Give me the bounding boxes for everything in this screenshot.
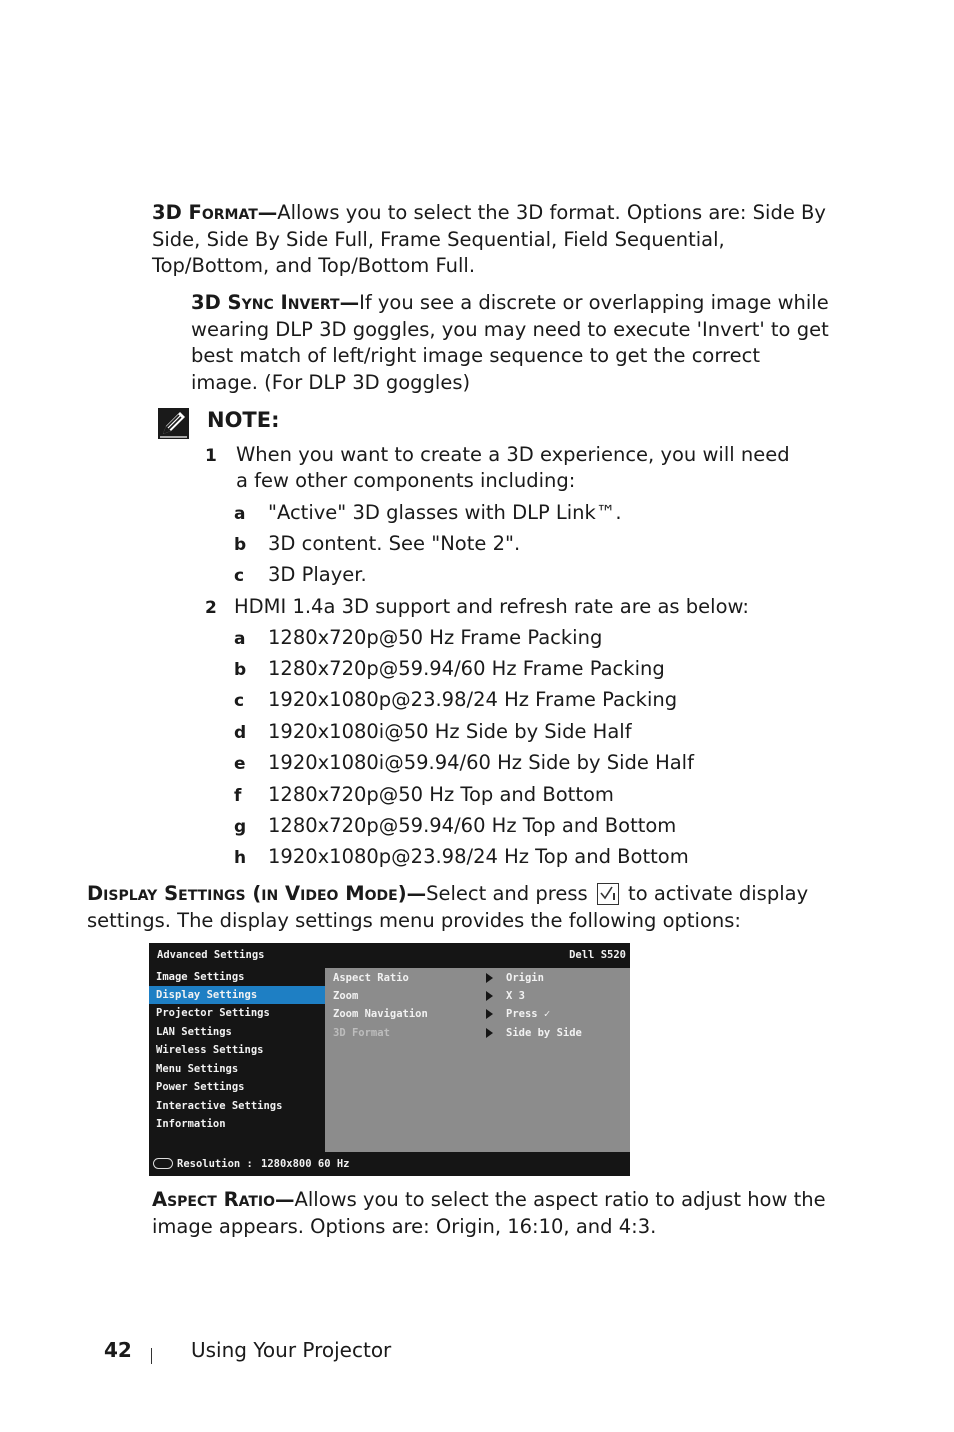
format3d-paragraph <box>152 200 832 280</box>
list-item <box>234 531 794 559</box>
list-text: 1280x720p@59.94/60 Hz Frame Packing <box>268 657 665 680</box>
list-marker: h <box>234 848 247 868</box>
list-marker: d <box>234 723 247 743</box>
page-number: 42 <box>104 1338 132 1362</box>
note-label: NOTE: <box>207 408 280 432</box>
aspect-ratio-heading: Aspect Ratio— <box>152 1188 295 1211</box>
list-item <box>234 844 794 872</box>
list-text: 1920x1080p@23.98/24 Hz Frame Packing <box>268 688 678 711</box>
display-settings-heading: Display Settings (in Video Mode)— <box>87 882 427 905</box>
sync-invert-text: If you see a discrete or overlapping image while wearing DLP 3D goggles, you may need to execute 'Invert' to get best match of left/right image sequence to get the correct image. (For DLP 3D goggles) <box>191 291 829 394</box>
osd-status-bar <box>149 1152 630 1176</box>
osd-title: Advanced Settings <box>157 949 265 961</box>
osd-menu-item-display-settings[interactable]: Display Settings <box>149 986 325 1004</box>
enter-checkmark-icon <box>597 883 619 905</box>
list-text: 1280x720p@59.94/60 Hz Top and Bottom <box>268 814 677 837</box>
list-marker: a <box>234 629 246 649</box>
list-marker: e <box>234 754 246 774</box>
display-settings-paragraph <box>87 881 847 934</box>
osd-model: Dell S520 <box>569 949 626 961</box>
list-item <box>234 562 794 590</box>
osd-resolution-value: 1280x800 60 Hz <box>261 1158 350 1170</box>
osd-menu-list <box>149 968 325 1153</box>
list-item <box>234 500 794 528</box>
list-marker: b <box>234 535 247 555</box>
list-item <box>234 625 794 653</box>
format3d-text: Allows you to select the 3D format. Options are: Side By Side, Side By Side Full, Frame Sequential, Field Sequential, Top/Bottom, and Top/Bottom Full. <box>152 201 826 277</box>
osd-row-label: 3D Format <box>333 1027 390 1039</box>
osd-menu-item-lan-settings[interactable]: LAN Settings <box>156 1026 232 1038</box>
list-item <box>234 782 794 810</box>
osd-menu-item-information[interactable]: Information <box>156 1118 226 1130</box>
osd-menu-screenshot <box>149 943 630 1176</box>
aspect-ratio-text: Allows you to select the aspect ratio to adjust how the image appears. Options are: Origin, 16:10, and 4:3. <box>152 1188 826 1238</box>
osd-row-zoom[interactable] <box>325 987 630 1005</box>
list-marker: 2 <box>205 598 217 618</box>
list-text: 1920x1080i@50 Hz Side by Side Half <box>268 720 632 743</box>
list-text: 1920x1080i@59.94/60 Hz Side by Side Half <box>268 751 694 774</box>
pencil-note-icon <box>158 408 189 439</box>
list-text: 1280x720p@50 Hz Frame Packing <box>268 626 603 649</box>
enter-button-icon <box>153 1158 173 1169</box>
osd-resolution-label: Resolution : <box>177 1158 253 1170</box>
osd-row-3d-format[interactable] <box>325 1024 630 1042</box>
list-marker: 1 <box>205 446 217 466</box>
osd-row-value: Origin <box>506 972 544 984</box>
list-text: 1920x1080p@23.98/24 Hz Top and Bottom <box>268 845 689 868</box>
arrow-right-icon <box>486 1028 493 1038</box>
list-text: 1280x720p@50 Hz Top and Bottom <box>268 783 614 806</box>
aspect-ratio-paragraph <box>152 1187 832 1240</box>
format3d-heading: 3D Format— <box>152 201 278 224</box>
osd-row-label: Aspect Ratio <box>333 972 409 984</box>
arrow-right-icon <box>486 973 493 983</box>
osd-row-value: Side by Side <box>506 1027 582 1039</box>
osd-row-zoom-navigation[interactable] <box>325 1005 630 1023</box>
list-item <box>234 656 794 684</box>
footer-divider <box>151 1348 152 1364</box>
list-marker: a <box>234 504 246 524</box>
display-settings-text-before: Select and press <box>426 882 588 905</box>
footer-section-title: Using Your Projector <box>191 1338 392 1362</box>
list-text: "Active" 3D glasses with DLP Link™. <box>268 501 622 524</box>
list-marker: g <box>234 817 247 837</box>
osd-menu-item-image-settings[interactable]: Image Settings <box>156 971 245 983</box>
list-marker: c <box>234 691 245 711</box>
list-marker: c <box>234 566 245 586</box>
osd-settings-panel <box>325 968 630 1152</box>
osd-row-value: X 3 <box>506 990 525 1002</box>
osd-row-label: Zoom Navigation <box>333 1008 428 1020</box>
list-text: HDMI 1.4a 3D support and refresh rate are as below: <box>234 595 749 618</box>
list-marker: b <box>234 660 247 680</box>
list-text: 3D Player. <box>268 563 367 586</box>
osd-menu-item-interactive-settings[interactable]: Interactive Settings <box>156 1100 283 1112</box>
arrow-right-icon <box>486 991 493 1001</box>
osd-menu-item-menu-settings[interactable]: Menu Settings <box>156 1063 239 1075</box>
list-text: 3D content. See "Note 2". <box>268 532 521 555</box>
list-text: When you want to create a 3D experience, you will need a few other components including: <box>236 443 790 492</box>
sync-invert-heading: 3D Sync Invert— <box>191 291 360 314</box>
list-item <box>234 687 794 715</box>
list-item <box>234 750 794 778</box>
osd-row-aspect-ratio[interactable] <box>325 969 630 987</box>
osd-menu-item-projector-settings[interactable]: Projector Settings <box>156 1007 270 1019</box>
display-settings-text-after: to activate display settings. The display settings menu provides the following options: <box>87 882 809 932</box>
note-item-1 <box>205 442 805 496</box>
sync-invert-paragraph <box>191 290 831 396</box>
osd-row-value: Press ✓ <box>506 1008 551 1020</box>
list-marker: f <box>234 786 242 806</box>
list-item <box>234 719 794 747</box>
note-item-2 <box>205 594 805 622</box>
list-item <box>234 813 794 841</box>
osd-menu-item-wireless-settings[interactable]: Wireless Settings <box>156 1044 264 1056</box>
osd-row-label: Zoom <box>333 990 359 1002</box>
arrow-right-icon <box>486 1009 493 1019</box>
osd-menu-item-power-settings[interactable]: Power Settings <box>156 1081 245 1093</box>
